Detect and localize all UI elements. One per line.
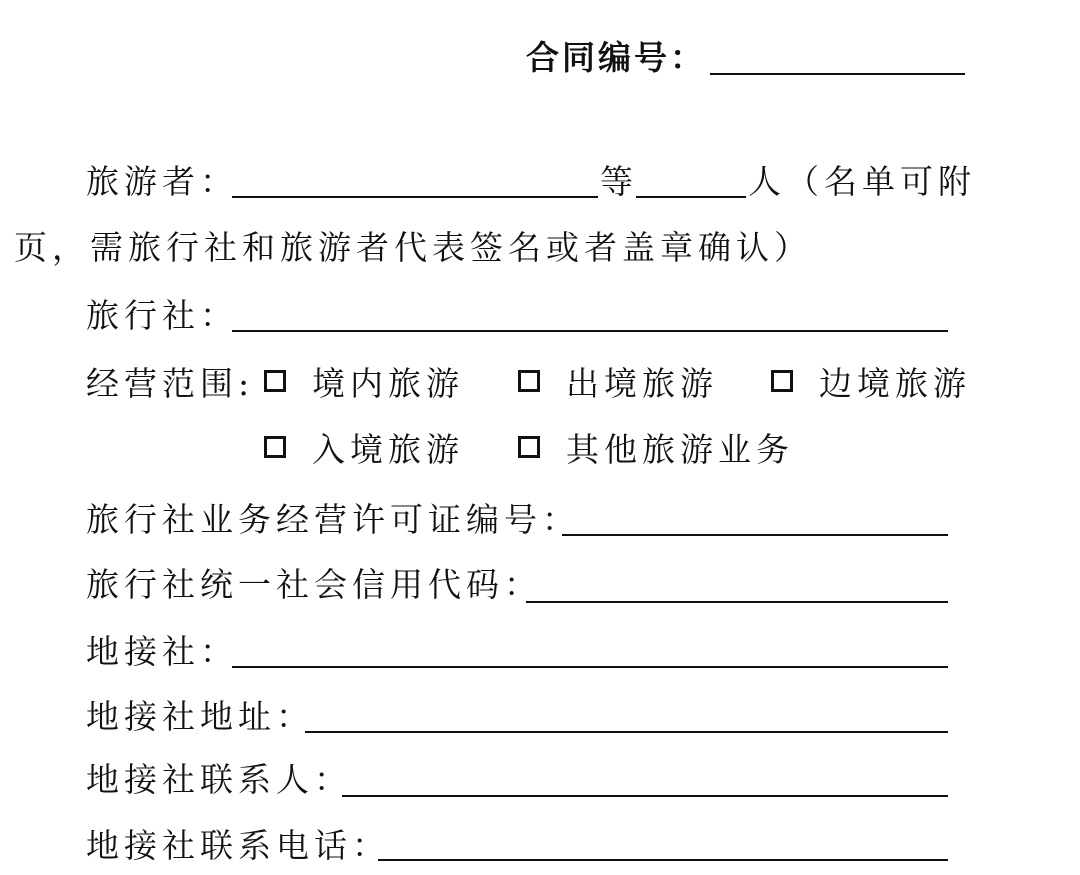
license-label: 旅行社业务经营许可证编号： <box>86 500 580 539</box>
option-outbound-tour-label: 出境旅游 <box>566 364 718 403</box>
tourist-count-suffix: 人（名单可附 <box>748 162 976 201</box>
local-agency-address-label: 地接社地址： <box>86 697 314 736</box>
contract-number-field[interactable] <box>710 73 965 75</box>
local-agency-phone-label: 地接社联系电话： <box>86 826 390 865</box>
checkbox-inbound-tour[interactable] <box>264 436 286 458</box>
agency-label: 旅行社： <box>86 296 238 335</box>
checkbox-domestic-tour[interactable] <box>264 370 286 392</box>
credit-code-field[interactable] <box>526 601 948 603</box>
agency-field[interactable] <box>232 330 948 332</box>
tourist-count-field[interactable] <box>636 196 746 198</box>
license-field[interactable] <box>562 534 948 536</box>
local-agency-contact-field[interactable] <box>342 795 948 797</box>
tourist-name-field[interactable] <box>232 196 598 198</box>
local-agency-label: 地接社： <box>86 632 238 671</box>
local-agency-contact-label: 地接社联系人： <box>86 760 352 799</box>
option-other-tour-business-label: 其他旅游业务 <box>566 430 794 469</box>
credit-code-label: 旅行社统一社会信用代码： <box>86 565 542 604</box>
tourist-note: 页，需旅行社和旅游者代表签名或者盖章确认） <box>14 228 812 267</box>
checkbox-outbound-tour[interactable] <box>518 370 540 392</box>
contract-number-label: 合同编号： <box>526 38 706 77</box>
option-inbound-tour-label: 入境旅游 <box>312 430 464 469</box>
tourist-count-prefix: 等 <box>600 162 638 201</box>
checkbox-border-tour[interactable] <box>771 370 793 392</box>
option-domestic-tour-label: 境内旅游 <box>312 364 464 403</box>
checkbox-other-tour-business[interactable] <box>518 436 540 458</box>
option-border-tour-label: 边境旅游 <box>819 364 971 403</box>
local-agency-address-field[interactable] <box>305 731 948 733</box>
business-scope-label: 经营范围: <box>86 364 255 403</box>
tourist-label: 旅游者： <box>86 162 238 201</box>
local-agency-field[interactable] <box>232 666 948 668</box>
local-agency-phone-field[interactable] <box>378 859 948 861</box>
